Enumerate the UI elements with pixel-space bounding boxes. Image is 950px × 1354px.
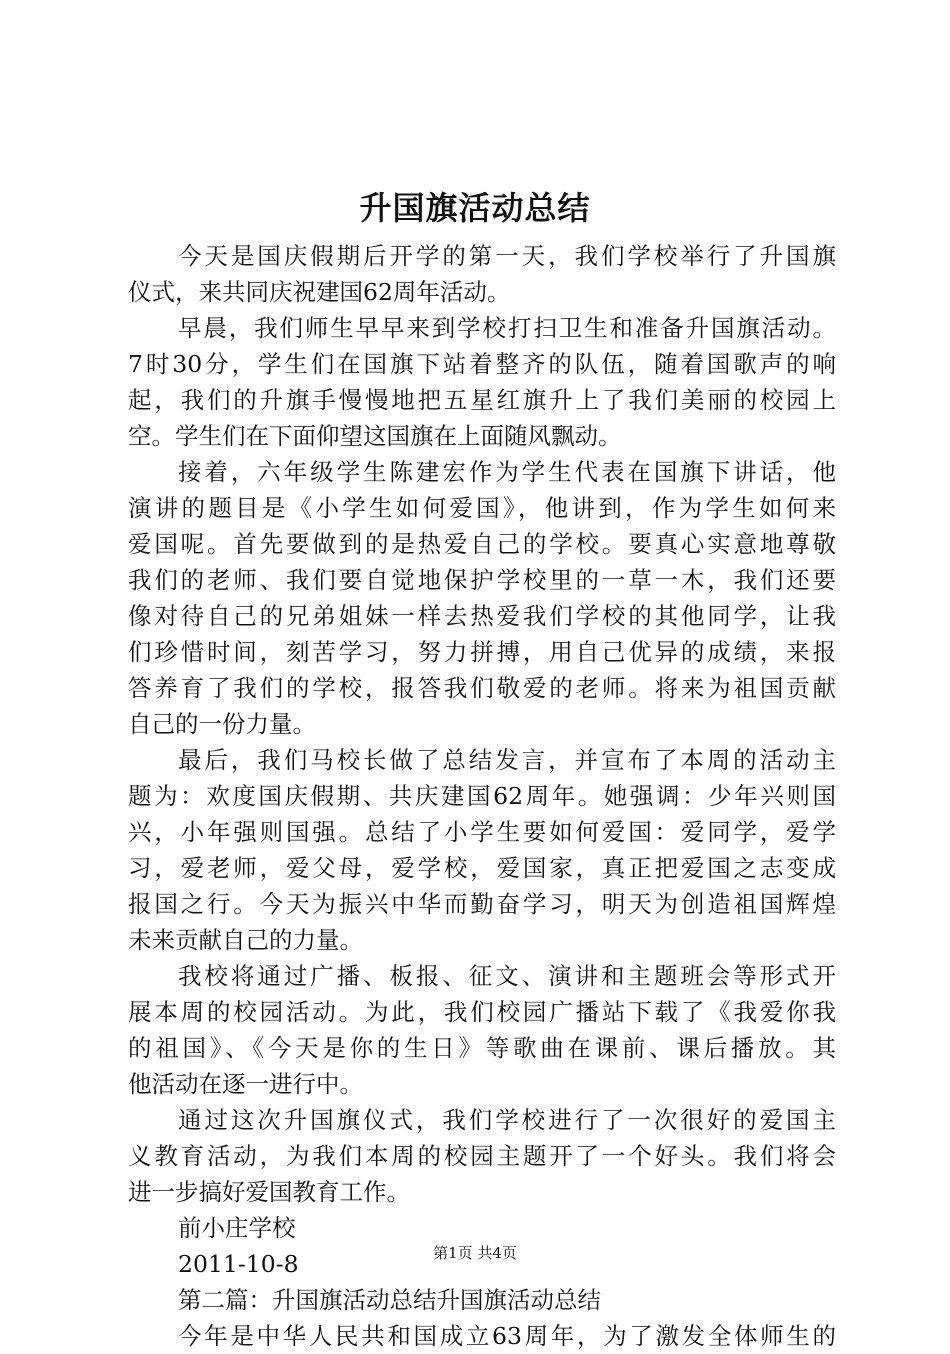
text-line: 展本周的校园活动。为此，我们校园广播站下载了《我爱你我 bbox=[128, 998, 836, 1026]
text-line: 的祖国》、《今天是你的生日》等歌曲在课前、课后播放。其 bbox=[128, 1034, 836, 1062]
document-title: 升国旗活动总结 bbox=[359, 189, 591, 227]
text-line: 接着，六年级学生陈建宏作为学生代表在国旗下讲话，他 bbox=[178, 458, 836, 486]
text-line: 进一步搞好爱国教育工作。 bbox=[128, 1178, 410, 1206]
text-line: 仪式，来共同庆祝建国62周年活动。 bbox=[128, 278, 511, 306]
text-line: 我校将通过广播、板报、征文、演讲和主题班会等形式开 bbox=[178, 962, 836, 990]
text-line: 爱国呢。首先要做到的是热爱自己的学校。要真心实意地尊敬 bbox=[128, 530, 836, 558]
text-line: 早晨，我们师生早早来到学校打扫卫生和准备升国旗活动。 bbox=[178, 314, 836, 342]
text-line: 空。学生们在下面仰望这国旗在上面随风飘动。 bbox=[128, 422, 622, 450]
text-line: 第二篇：升国旗活动总结升国旗活动总结 bbox=[178, 1286, 601, 1314]
document-body bbox=[128, 238, 836, 1354]
text-line: 未来贡献自己的力量。 bbox=[128, 926, 363, 954]
text-line: 自己的一份力量。 bbox=[128, 710, 316, 738]
text-line: 今天是国庆假期后开学的第一天，我们学校举行了升国旗 bbox=[178, 242, 836, 270]
text-line: 报国之行。今天为振兴中华而勤奋学习，明天为创造祖国辉煌 bbox=[128, 890, 836, 918]
text-line: 义教育活动，为我们本周的校园主题开了一个好头。我们将会 bbox=[128, 1142, 836, 1170]
text-line: 他活动在逐一进行中。 bbox=[128, 1070, 363, 1098]
text-line: 演讲的题目是《小学生如何爱国》，他讲到，作为学生如何来 bbox=[128, 494, 836, 522]
text-line: 习，爱老师，爱父母，爱学校，爱国家，真正把爱国之志变成 bbox=[128, 854, 836, 882]
text-line: 今年是中华人民共和国成立63周年，为了激发全体师生的 bbox=[178, 1322, 836, 1350]
text-line: 我们的老师、我们要自觉地保护学校里的一草一木，我们还要 bbox=[128, 566, 836, 594]
text-line: 最后，我们马校长做了总结发言，并宣布了本周的活动主 bbox=[178, 746, 836, 774]
text-line: 兴，小年强则国强。总结了小学生要如何爱国：爱同学，爱学 bbox=[128, 818, 836, 846]
text-line: 通过这次升国旗仪式，我们学校进行了一次很好的爱国主 bbox=[178, 1106, 836, 1134]
text-line: 起，我们的升旗手慢慢地把五星红旗升上了我们美丽的校园上 bbox=[128, 386, 836, 414]
text-line: 2011-10-8 bbox=[178, 1250, 299, 1278]
text-line: 们珍惜时间，刻苦学习，努力拼搏，用自己优异的成绩，来报 bbox=[128, 638, 836, 666]
text-line: 像对待自己的兄弟姐妹一样去热爱我们学校的其他同学，让我 bbox=[128, 602, 836, 630]
page-footer: 第1页 共4页 bbox=[433, 1244, 517, 1262]
text-line: 答养育了我们的学校，报答我们敬爱的老师。将来为祖国贡献 bbox=[128, 674, 836, 702]
text-line: 题为：欢度国庆假期、共庆建国62周年。她强调：少年兴则国 bbox=[128, 782, 836, 810]
text-line: 7时30分，学生们在国旗下站着整齐的队伍，随着国歌声的响 bbox=[128, 350, 836, 378]
text-line: 前小庄学校 bbox=[178, 1214, 296, 1242]
